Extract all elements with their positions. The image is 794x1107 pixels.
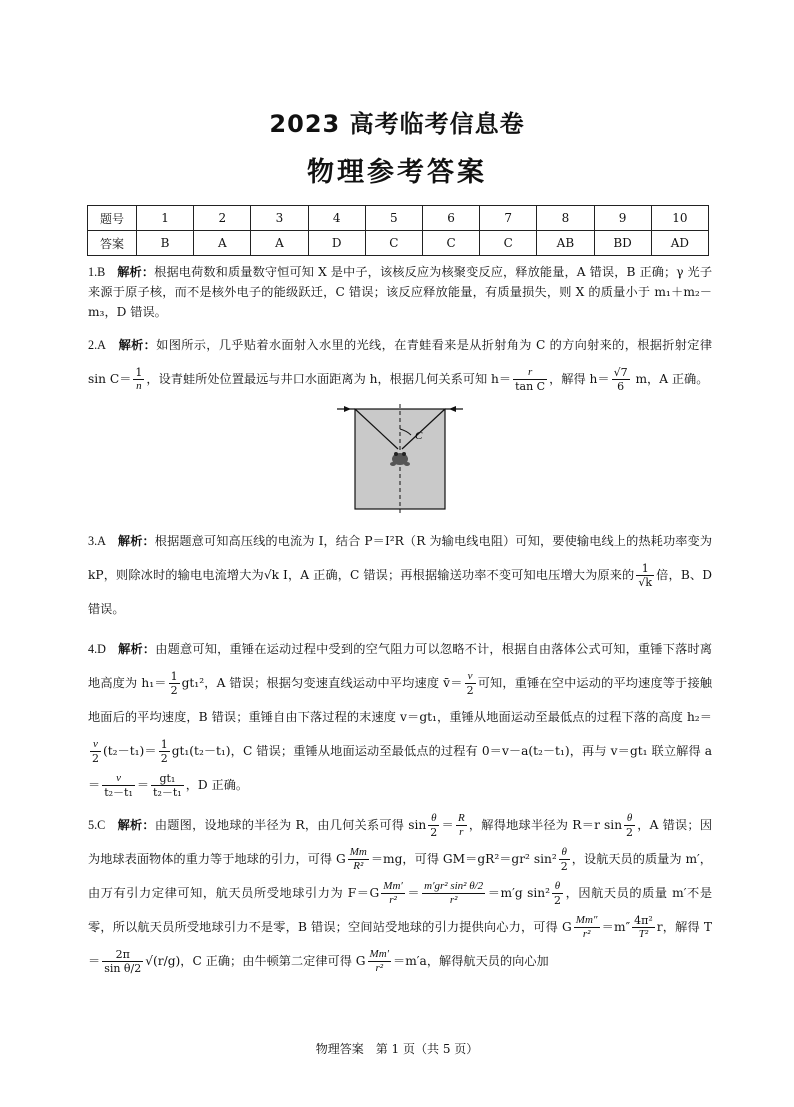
answer-cell: C <box>422 231 479 256</box>
denominator: T² <box>638 928 649 940</box>
solution-text: √(r/g)，C 正确；由牛顿第二定律可得 G <box>145 954 366 968</box>
fraction <box>465 670 476 697</box>
fraction <box>102 948 143 975</box>
answer-cell: D <box>308 231 365 256</box>
fraction <box>513 366 547 393</box>
numerator: v <box>90 738 101 752</box>
numerator: r <box>513 366 547 380</box>
fraction <box>169 670 180 697</box>
fraction <box>636 562 654 589</box>
solution-text: m，A 正确。 <box>631 372 709 386</box>
solution-text: ＝ <box>441 818 454 832</box>
denominator: tan C <box>515 380 546 393</box>
solution-text: 如图所示，几乎贴着水面射入水里的光线，在青蛙看来是从折射角为 C 的方向射来的，根据折射定律 sin C＝ <box>88 338 713 386</box>
analysis-label: 解析： <box>118 338 157 352</box>
question-number-header: 题号 <box>88 206 137 231</box>
fraction <box>102 772 135 799</box>
fraction <box>632 914 655 941</box>
numerator: θ <box>552 880 563 894</box>
solution-text: ＝mg，可得 GM＝gR²＝gr² sin² <box>370 852 557 866</box>
answer-cell: B <box>137 231 194 256</box>
solution-text: ＝ <box>406 886 421 900</box>
analysis-label: 解析： <box>118 642 156 656</box>
denominator: 2 <box>466 684 474 697</box>
question-number-cell: 8 <box>537 206 594 231</box>
question-number-cell: 10 <box>651 206 708 231</box>
numerator: θ <box>428 812 439 826</box>
question-label: 5.C <box>88 818 106 832</box>
denominator: t₂－t₁ <box>104 786 133 799</box>
solution-text: ＝m″ <box>601 920 631 934</box>
solution-text: ，因航天员的质量 m′不是零，所以航天员所受地球引力不是零，B 错误；空间站受地球的引力提供向心力，可得 G <box>88 886 713 934</box>
solution-text: ＝ <box>136 778 150 792</box>
fraction <box>612 366 630 393</box>
numerator: 2π <box>102 948 143 962</box>
fraction <box>624 812 635 839</box>
denominator: 2 <box>560 860 568 873</box>
denominator: 2 <box>626 826 634 839</box>
solution-text: ，设青蛙所处位置最远与井口水面距离为 h，根据几何关系可知 h＝ <box>146 372 512 386</box>
well-frog-diagram <box>335 404 465 514</box>
denominator: r² <box>582 928 591 940</box>
solution-4 <box>88 632 712 802</box>
solution-text: gt₁²，A 错误；根据匀变速直线运动中平均速度 v̄＝ <box>181 676 463 690</box>
question-label: 1.B <box>88 265 106 279</box>
question-number-cell: 3 <box>251 206 308 231</box>
solutions <box>88 262 712 984</box>
answer-header: 答案 <box>88 231 137 256</box>
denominator: √k <box>638 576 653 589</box>
fraction <box>552 880 563 907</box>
denominator: n <box>136 380 142 392</box>
page-footer: 物理答案 第 1 页（共 5 页） <box>315 1042 479 1056</box>
answer-cell: AB <box>537 231 594 256</box>
question-number-cell: 7 <box>480 206 537 231</box>
denominator: 2 <box>554 894 561 907</box>
analysis-label: 解析： <box>117 534 155 548</box>
left-arrow-head <box>344 406 351 412</box>
question-number-cell: 9 <box>594 206 651 231</box>
solution-text: 倍，B、D 错误。 <box>88 568 712 616</box>
analysis-label: 解析： <box>117 818 155 832</box>
fraction <box>90 738 101 765</box>
solution-text: (t₂－t₁)＝ <box>103 744 157 758</box>
numerator: 4π² <box>634 914 653 927</box>
numerator: 1 <box>135 366 143 379</box>
numerator: θ <box>559 846 570 860</box>
solution-text: ，A 错误；因为地球表面物体的重力等于地球的引力，可得 G <box>88 818 713 866</box>
question-number-cell: 5 <box>365 206 422 231</box>
numerator: 1 <box>160 738 168 751</box>
denominator: r² <box>449 894 458 906</box>
solution-3 <box>88 524 712 626</box>
numerator: m′gr² sin² θ/2 <box>424 880 484 892</box>
question-number-cell: 4 <box>308 206 365 231</box>
question-label: 3.A <box>88 534 106 548</box>
question-number-cell: 1 <box>137 206 194 231</box>
answer-table <box>87 205 709 256</box>
fraction <box>574 914 600 941</box>
solution-text: 由题图，设地球的半径为 R，由几何关系可得 sin <box>154 818 427 832</box>
question-number-cell: 2 <box>194 206 251 231</box>
solution-text: 根据题意可知高压线的电流为 I，结合 P＝I²R（R 为输电线电阻）可知，要使输电线上的热耗功率变为 kP，则除冰时的输电电流增大为√k I，A 正确，C 错误；再根据输送功率不变可知电压增大为原来的 <box>88 534 713 582</box>
solution-text: gt₁(t₂－t₁)，C 错误；重锤从地面运动至最低点的过程有 0＝v－a(t₂－t₁)，再与 v＝gt₁ 联立解得 a＝ <box>88 744 713 792</box>
numerator: R <box>457 812 465 824</box>
numerator: v <box>102 772 135 786</box>
denominator: 2 <box>170 684 178 697</box>
solution-text: ，设航天员的质量为 m′，由万有引力定律可知，航天员所受地球引力为 F＝G <box>88 852 712 900</box>
answer-row <box>88 231 709 256</box>
numerator: gt₁ <box>151 772 184 786</box>
numerator: Mm′ <box>383 880 403 892</box>
numerator: θ <box>624 812 635 826</box>
answer-cell: A <box>194 231 251 256</box>
solution-text: 根据电荷数和质量数守恒可知 X 是中子，该核反应为核聚变反应，释放能量，A 错误，B 正确；γ 光子来源于原子核，而不是核外电子的能级跃迁，C 错误；该反应释放能量，有质量损失，则 X 的质量小于 m₁＋m₂－m₃，D 错误。 <box>88 265 713 319</box>
denominator: t₂－t₁ <box>153 786 182 799</box>
answer-cell: C <box>480 231 537 256</box>
numerator: v <box>465 670 476 684</box>
answer-cell: C <box>365 231 422 256</box>
fraction <box>428 812 439 839</box>
denominator: R² <box>353 860 364 872</box>
right-arrow-head <box>449 406 456 412</box>
fraction <box>456 812 467 839</box>
solution-2 <box>88 328 712 396</box>
solution-text: ，解得地球半径为 R＝r sin <box>468 818 623 832</box>
denominator: 2 <box>160 752 168 765</box>
fraction <box>159 738 170 765</box>
solution-text: ，解得 h＝ <box>549 372 610 386</box>
solution-text: 可知，重锤在空中运动的平均速度等于接触地面后的平均速度，B 错误；重锤自由下落过程的末速度 v＝gt₁，重锤从地面运动至最低点的过程下落的高度 h₂＝ <box>88 676 713 724</box>
numerator: 1 <box>636 562 654 576</box>
angle-label: C <box>415 430 423 442</box>
fraction <box>422 880 485 907</box>
fraction <box>348 846 369 873</box>
fraction <box>381 880 405 907</box>
fraction <box>133 366 144 393</box>
denominator: r² <box>389 894 397 906</box>
denominator: r <box>459 826 464 838</box>
solution-1 <box>88 262 712 322</box>
fraction <box>151 772 184 799</box>
solution-5 <box>88 808 712 978</box>
fraction <box>559 846 570 873</box>
denominator: sin θ/2 <box>104 962 142 975</box>
numerator: √7 <box>613 366 628 379</box>
denominator: r² <box>375 962 384 974</box>
solution-text: ，D 正确。 <box>185 778 249 792</box>
solution-text: ＝m′a，解得航天员的向心加 <box>393 954 549 968</box>
question-number-cell: 6 <box>422 206 479 231</box>
solution-text: r，解得 T＝ <box>88 920 712 968</box>
denominator: 2 <box>430 826 438 839</box>
fraction <box>368 948 392 975</box>
numerator: 1 <box>170 670 178 683</box>
question-number-row <box>88 206 709 231</box>
numerator: Mm <box>349 846 367 858</box>
exam-title: 2023 高考临考信息卷 <box>269 110 525 138</box>
question-label: 4.D <box>88 642 106 656</box>
solution-text: ＝m′g sin² <box>487 886 550 900</box>
question-label: 2.A <box>88 338 106 352</box>
answer-key-title: 物理参考答案 <box>307 157 487 188</box>
denominator: 6 <box>617 380 625 393</box>
answer-cell: BD <box>594 231 651 256</box>
numerator: Mm″ <box>575 914 598 926</box>
analysis-label: 解析： <box>117 265 155 279</box>
answer-cell: A <box>251 231 308 256</box>
solution-text: 由题意可知，重锤在运动过程中受到的空气阻力可以忽略不计，根据自由落体公式可知，重锤下落时离地高度为 h₁＝ <box>88 642 713 690</box>
answer-cell: AD <box>651 231 708 256</box>
numerator: Mm′ <box>369 948 390 960</box>
denominator: 2 <box>92 752 99 765</box>
